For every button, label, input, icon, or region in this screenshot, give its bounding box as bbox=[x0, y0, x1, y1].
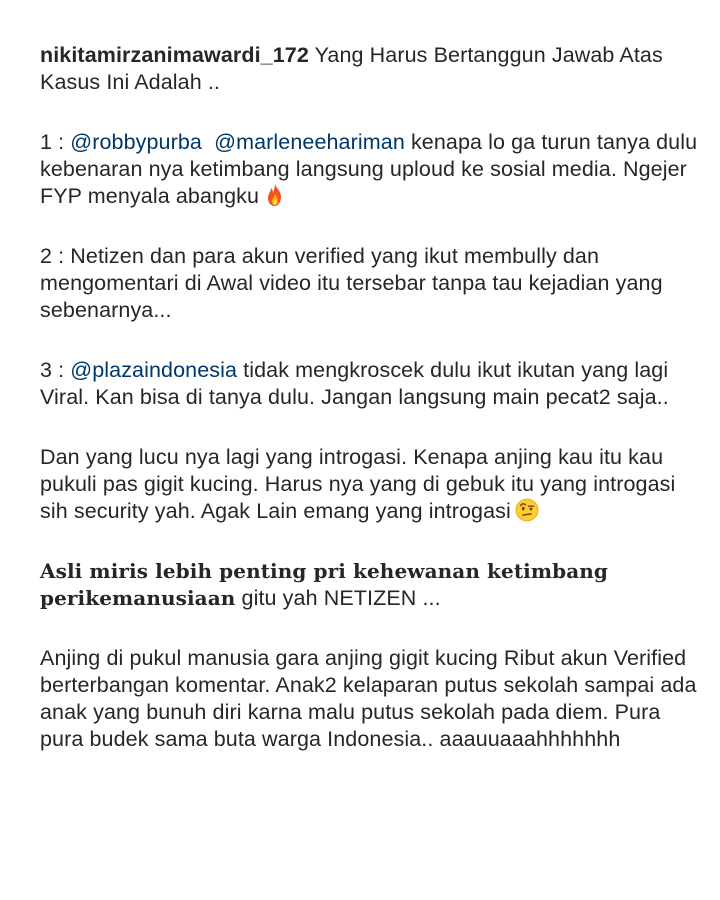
caption-point-3 bbox=[40, 357, 700, 411]
post-username[interactable]: nikitamirzanimawardi_172 bbox=[40, 43, 309, 67]
post-caption bbox=[40, 42, 700, 786]
fire-icon bbox=[263, 183, 287, 207]
caption-paragraph-5 bbox=[40, 558, 700, 612]
point-3-text: tidak mengkroscek dulu ikut ikutan yang lagi Viral. Kan bisa di tanya dulu. Jangan langsung main pecat2 saja.. bbox=[40, 358, 669, 409]
mention-plazaindonesia[interactable]: @plazaindonesia bbox=[70, 358, 238, 382]
caption-intro bbox=[40, 42, 700, 96]
raised-eyebrow-icon bbox=[515, 498, 539, 522]
caption-point-2 bbox=[40, 243, 700, 324]
caption-intro-text: Yang Harus Bertanggun Jawab Atas Kasus Ini Adalah .. bbox=[40, 43, 663, 94]
paragraph-6-text: Anjing di pukul manusia gara anjing gigit kucing Ribut akun Verified berterbangan komentar. Anak2 kelaparan putus sekolah sampai ada anak yang bunuh diri karna malu putus sekolah pada diem. Pura pura budek sama buta warga Indonesia.. aaauuaaahhhhhhh bbox=[40, 646, 697, 751]
caption-paragraph-6 bbox=[40, 645, 700, 753]
caption-point-1 bbox=[40, 129, 700, 210]
point-1-prefix: 1 : bbox=[40, 130, 71, 154]
paragraph-4-text: Dan yang lucu nya lagi yang introgasi. Kenapa anjing kau itu kau pukuli pas gigit kucing. Harus nya yang di gebuk itu yang introgasi sih security yah. Agak Lain emang yang introgasi bbox=[40, 445, 676, 523]
caption-paragraph-4 bbox=[40, 444, 700, 525]
point-3-prefix: 3 : bbox=[40, 358, 71, 382]
point-2-text: 2 : Netizen dan para akun verified yang ikut membully dan mengomentari di Awal video itu tersebar tanpa tau kejadian yang sebenarnya... bbox=[40, 244, 663, 322]
paragraph-5-bold-text: Asli miris lebih penting pri kehewanan ketimbang perikemanusiaan bbox=[40, 559, 608, 610]
mention-robbypurba[interactable]: @robbypurba bbox=[70, 130, 202, 154]
point-1-text: kenapa lo ga turun tanya dulu kebenaran nya ketimbang langsung uploud ke sosial media. Ngejer FYP menyala abangku bbox=[40, 130, 698, 208]
paragraph-5-text: gitu yah NETIZEN ... bbox=[241, 586, 441, 610]
mention-marleneehariman[interactable]: @marleneehariman bbox=[214, 130, 405, 154]
